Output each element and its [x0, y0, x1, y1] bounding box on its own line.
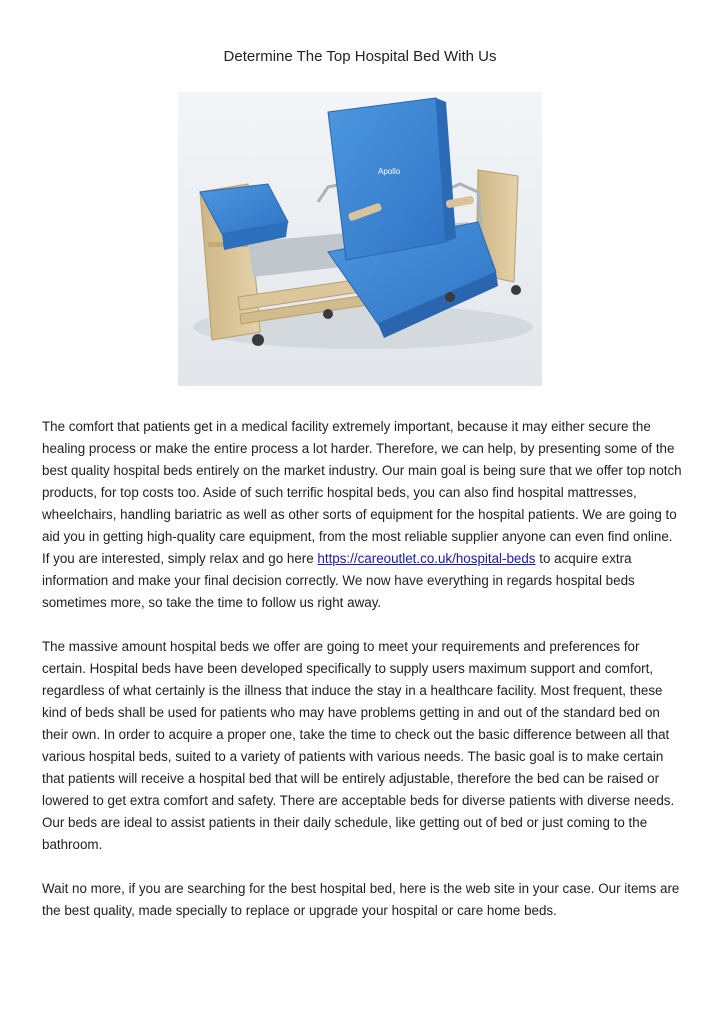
hospital-bed-illustration [178, 92, 542, 386]
svg-text:Apollo: Apollo [378, 167, 401, 176]
hospital-beds-link[interactable]: https://careoutlet.co.uk/hospital-beds [317, 551, 536, 566]
page-title: Determine The Top Hospital Bed With Us [223, 48, 497, 65]
article-body [42, 416, 682, 944]
paragraph-3: Wait no more, if you are searching for the best hospital bed, here is the web site in your case. Our items are the best quality, made specially to replace or upgrade your hospital or care home beds. [42, 881, 680, 918]
paragraph-1-before-link: The comfort that patients get in a medical facility extremely important, because it may either secure the healing process or make the entire process a lot harder. Therefore, we can help, by presenting some of the best quality hospital beds entirely on the market industry. Our main goal is being sure that we offer top notch products, for top costs too. Aside of such terrific hospital beds, you can also find hospital mattresses, wheelchairs, handling bariatric as well as other sorts of equipment for the hospital patients. We are going to aid you in getting high-quality care equipment, from the most reliable supplier anyone can even find online. If you are interested, simply relax and go here [42, 419, 682, 566]
hospital-bed-photo [178, 92, 542, 386]
paragraph-2: The massive amount hospital beds we offer are going to meet your requirements and preferences for certain. Hospital beds have been developed specifically to supply users maximum support and comfort, regardless of what certainly is the illness that induce the stay in a healthcare facility. Most frequent, these kind of beds shall be used for patients who may have problems getting in and out of the standard bed on their own. In order to acquire a proper one, take the time to check out the basic difference between all that various hospital beds, suited to a variety of patients with various needs. The basic goal is to make certain that patients will receive a hospital bed that will be entirely adjustable, therefore the bed can be raised or lowered to get extra comfort and safety. There are acceptable beds for diverse patients with diverse needs. Our beds are ideal to assist patients in their daily schedule, like getting out of bed or just coming to the bathroom. [42, 639, 675, 852]
paragraph-1 [42, 416, 682, 614]
paragraph-1-after-link: to acquire extra information and make your final decision correctly. We now have everything in regards hospital beds sometimes more, so take the time to follow us right away. [42, 551, 635, 610]
